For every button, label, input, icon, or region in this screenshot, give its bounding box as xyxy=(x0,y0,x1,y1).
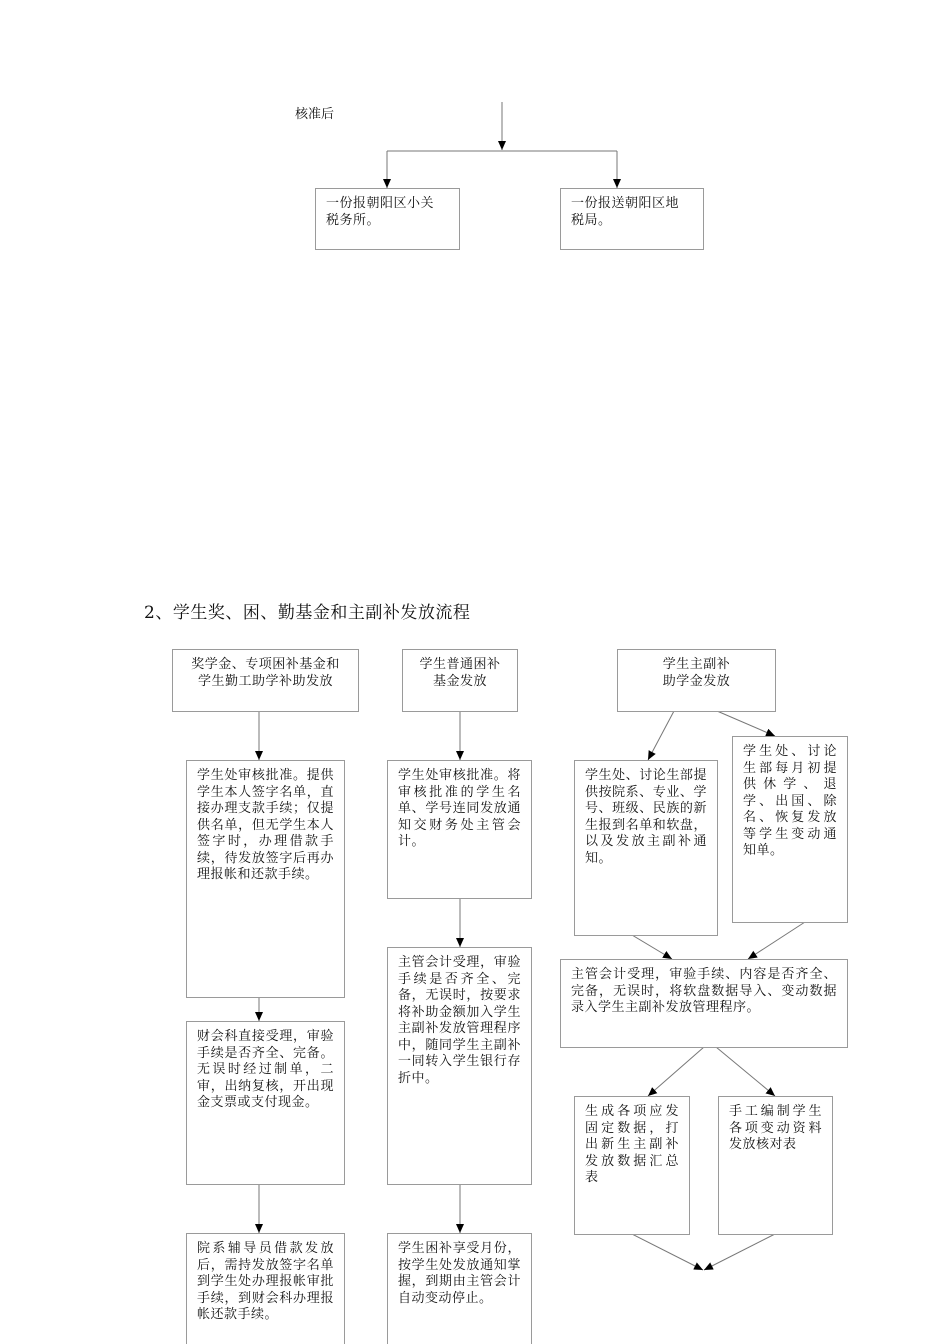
box-c3-out-right: 手工编制学生各项变动资料发放核对表 xyxy=(718,1096,833,1235)
arrow-c3-branch-left-merge xyxy=(632,935,672,959)
arrow-c3-out-left-end xyxy=(632,1234,703,1270)
box-c1-header: 奖学金、专项困补基金和 学生勤工助学补助发放 xyxy=(172,649,359,712)
box-c2-step2: 主管会计受理，审验手续是否齐全、完备，无误时，按要求将补助金额加入学生主副补发放管理程序中，随同学生主副补一同转入学生银行存折中。 xyxy=(387,947,532,1185)
box-c3-header: 学生主副补 助学金发放 xyxy=(617,649,776,712)
box-c1-step2: 财会科直接受理，审验手续是否齐全、完备。无误时经过制单，二审，出纳复核，开出现金支票或支付现金。 xyxy=(186,1021,345,1185)
box-c3-out-left: 生成各项应发固定数据，打出新生主副补发放数据汇总表 xyxy=(574,1096,690,1235)
section-title: 2、学生奖、困、勤基金和主副补发放流程 xyxy=(144,603,471,623)
arrow-c3-header-branch-left xyxy=(648,711,674,760)
box-c2-step1: 学生处审核批准。将审核批准的学生名单、学号连同发放通知交财务处主管会计。 xyxy=(387,760,532,899)
box-c1-step1: 学生处审核批准。提供学生本人签字名单，直接办理支款手续；仅提供名单，但无学生本人签字时，办理借款手续，待发放签字后再办理报帐和还款手续。 xyxy=(186,760,345,998)
box-report-chaoyang-local-tax-bureau: 一份报送朝阳区地 税局。 xyxy=(560,188,704,250)
arrow-c3-header-branch-right xyxy=(717,711,775,736)
approved-label: 核准后 xyxy=(295,107,335,122)
box-c3-branch-right: 学生处、讨论生部每月初提供休学、退学、出国、除名、恢复发放等学生变动通知单。 xyxy=(732,736,848,923)
arrow-c3-merge-out-right xyxy=(716,1047,775,1096)
arrow-c3-branch-right-merge xyxy=(748,922,805,959)
box-c3-merge: 主管会计受理，审验手续、内容是否齐全、完备，无误时，将软盘数据导入、变动数据录入学生主副补发放管理程序。 xyxy=(560,959,848,1048)
box-c1-step3: 院系辅导员借款发放后，需持发放签字名单到学生处办理报帐审批手续，到财会科办理报帐还款手续。 xyxy=(186,1233,345,1344)
box-c2-step3: 学生困补享受月份，按学生处发放通知掌握，到期由主管会计自动变动停止。 xyxy=(387,1233,532,1344)
arrow-c3-merge-out-left xyxy=(648,1047,704,1096)
arrow-c3-out-right-end xyxy=(704,1234,775,1270)
box-c2-header: 学生普通困补 基金发放 xyxy=(402,649,518,712)
box-report-xiaoguan-tax-office: 一份报朝阳区小关 税务所。 xyxy=(315,188,460,250)
box-c3-branch-left: 学生处、讨论生部提供按院系、专业、学号、班级、民族的新生报到名单和软盘，以及发放主副补通知。 xyxy=(574,760,718,936)
